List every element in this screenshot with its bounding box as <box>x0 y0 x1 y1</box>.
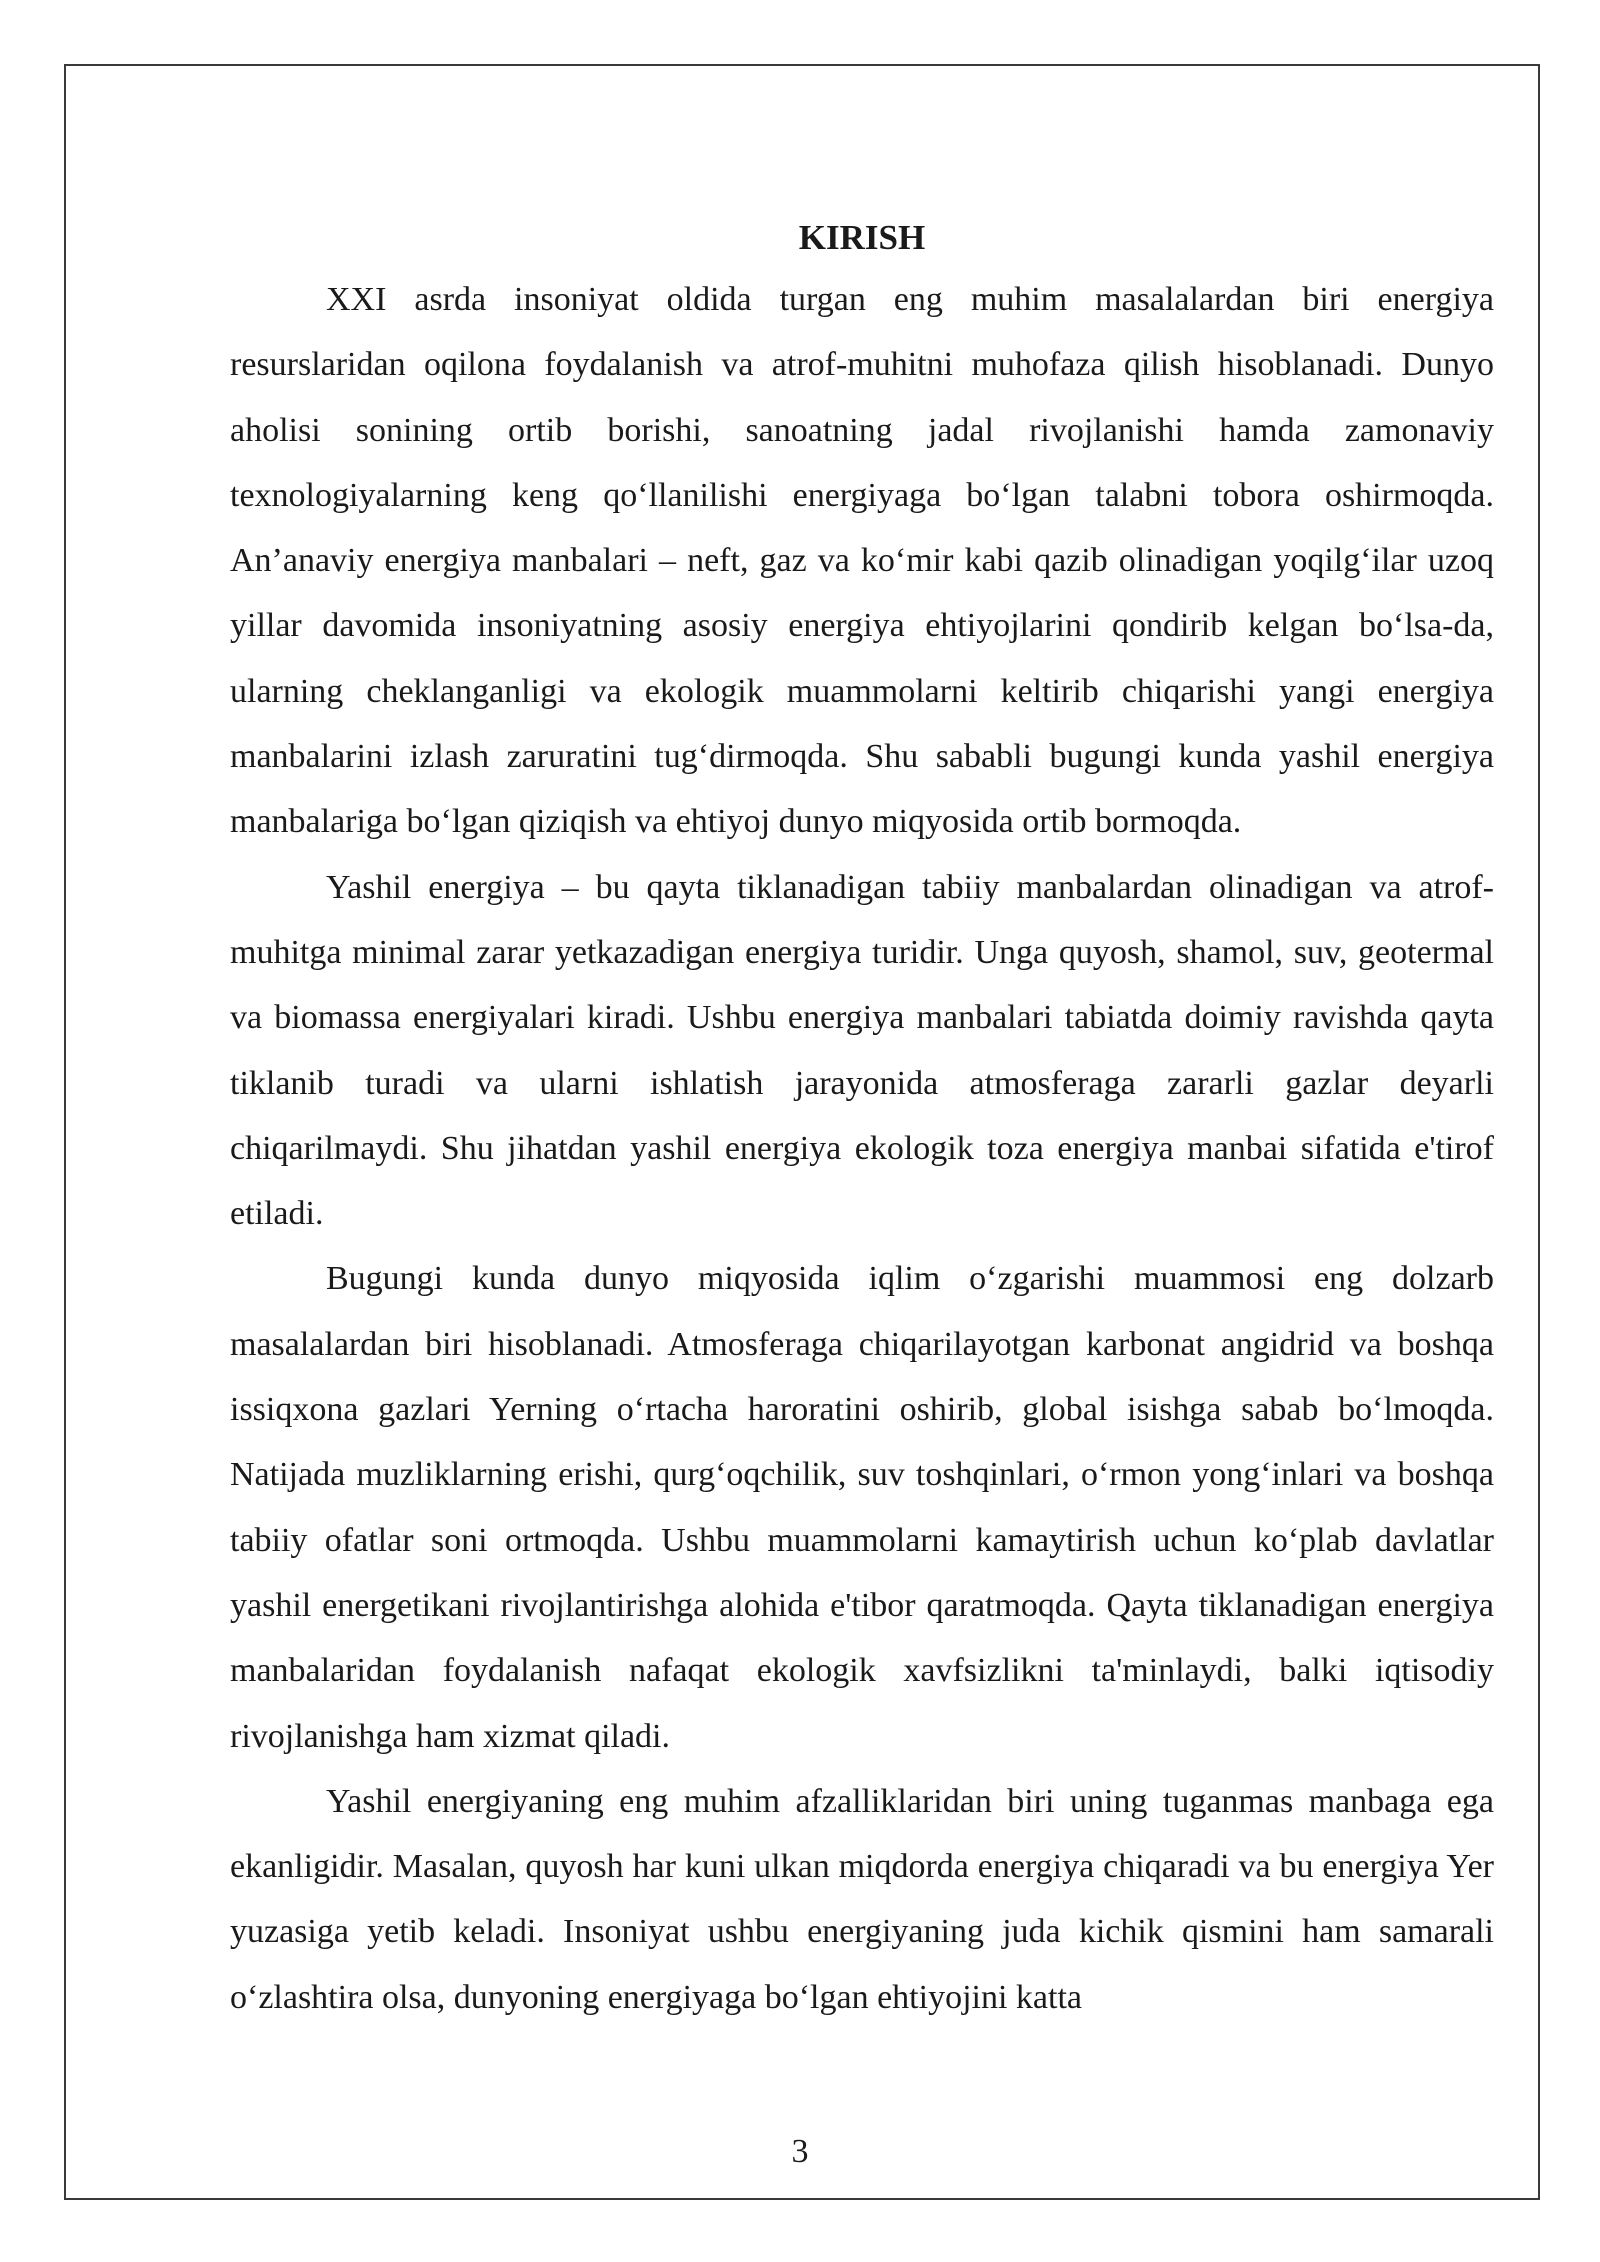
paragraph-1: XXI asrda insoniyat oldida turgan eng muhim masalalardan biri energiya resurslaridan oqilona foydalanish va atrof-muhitni muhofaza qilish hisoblanadi. Dunyo aholisi sonining ortib borishi, sanoatning jadal rivojlanishi hamda zamonaviy texnologiyalarning keng qo‘llanilishi energiyaga bo‘lgan talabni tobora oshirmoqda. An’anaviy energiya manbalari – neft, gaz va ko‘mir kabi qazib olinadigan yoqilg‘ilar uzoq yillar davomida insoniyatning asosiy energiya ehtiyojlarini qondirib kelgan bo‘lsa-da, ularning cheklanganligi va ekologik muammolarni keltirib chiqarishi yangi energiya manbalarini izlash zaruratini tug‘dirmoqda. Shu sababli bugungi kunda yashil energiya manbalariga bo‘lgan qiziqish va ehtiyoj dunyo miqyosida ortib bormoqda. <box>230 281 1494 841</box>
paragraph-2: Yashil energiya – bu qayta tiklanadigan tabiiy manbalardan olinadigan va atrof-muhitga minimal zarar yetkazadigan energiya turidir. Unga quyosh, shamol, suv, geotermal va biomassa energiyalari kiradi. Ushbu energiya manbalari tabiatda doimiy ravishda qayta tiklanib turadi va ularni ishlatish jarayonida atmosferaga zararli gazlar deyarli chiqarilmaydi. Shu jihatdan yashil energiya ekologik toza energiya manbai sifatida e'tirof etiladi. <box>230 868 1494 1233</box>
paragraph-4: Yashil energiyaning eng muhim afzalliklaridan biri uning tuganmas manbaga ega ekanligidir. Masalan, quyosh har kuni ulkan miqdorda energiya chiqaradi va bu energiya Yer yuzasiga yetib keladi. Insoniyat ushbu energiyaning juda kichik qismini ham samarali o‘zlashtira olsa, dunyoning energiyaga bo‘lgan ehtiyojini katta <box>230 1782 1494 2016</box>
section-title: KIRISH <box>798 218 926 257</box>
paragraph-3: Bugungi kunda dunyo miqyosida iqlim o‘zgarishi muammosi eng dolzarb masalalardan biri hisoblanadi. Atmosferaga chiqarilayotgan karbonat angidrid va boshqa issiqxona gazlari Yerning o‘rtacha haroratini oshirib, global isishga sabab bo‘lmoqda. Natijada muzliklarning erishi, qurg‘oqchilik, suv toshqinlari, o‘rmon yong‘inlari va boshqa tabiiy ofatlar soni ortmoqda. Ushbu muammolarni kamaytirish uchun ko‘plab davlatlar yashil energetikani rivojlantirishga alohida e'tibor qaratmoqda. Qayta tiklanadigan energiya manbalaridan foydalanish nafaqat ekologik xavfsizlikni ta'minlaydi, balki iqtisodiy rivojlanishga ham xizmat qiladi. <box>230 1260 1494 1755</box>
page-number: 3 <box>791 2133 809 2170</box>
document-body <box>230 214 1494 2030</box>
